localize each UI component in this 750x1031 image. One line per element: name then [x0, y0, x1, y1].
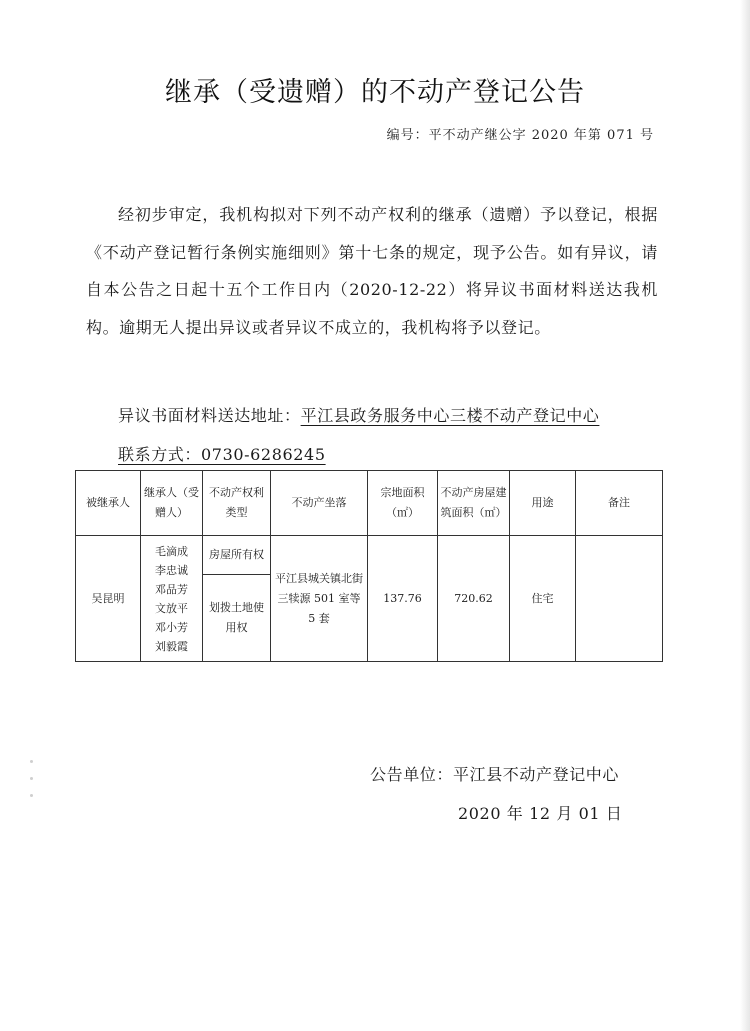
page-title: 继承（受遗赠）的不动产登记公告	[165, 77, 585, 108]
cell-right-type-land: 划拨土地使用权	[203, 575, 271, 662]
heir-name: 文放平	[155, 601, 188, 615]
scan-specks	[30, 760, 33, 811]
announcement-paragraph: 经初步审定，我机构拟对下列不动产权利的继承（遗赠）予以登记，根据《不动产登记暂行条例实施细则》第十七条的规定，现予公告。如有异议，请自本公告之日起十五个工作日内（2020-12-22）将异议书面材料送达我机构。逾期无人提出异议或者异议不成立的，我机构将予以登记。	[86, 205, 658, 337]
cell-usage: 住宅	[510, 536, 576, 662]
header-building-area: 不动产房屋建筑面积（㎡）	[438, 471, 510, 536]
header-heir: 继承人（受赠人）	[141, 471, 203, 536]
contact-label: 联系方式：	[118, 445, 202, 464]
cell-remarks	[576, 536, 663, 662]
objection-address	[118, 403, 599, 426]
cell-right-type-house: 房屋所有权	[203, 536, 271, 575]
registration-table	[75, 470, 663, 662]
table-header-row	[76, 471, 663, 536]
heir-name: 李忠诚	[155, 563, 188, 577]
scan-edge-shadow	[740, 0, 750, 1031]
contact-info	[118, 442, 326, 465]
heir-name: 邓品芳	[155, 582, 188, 596]
heir-name: 刘毅霞	[155, 639, 188, 653]
contact-phone: 0730-6286245	[201, 445, 326, 464]
issue-date: 2020 年 12 月 01 日	[458, 804, 623, 823]
header-usage: 用途	[510, 471, 576, 536]
cell-heirs	[141, 536, 203, 662]
header-remarks: 备注	[576, 471, 663, 536]
address-value: 平江县政务服务中心三楼不动产登记中心	[300, 406, 600, 425]
document-number: 编号：平不动产继公字 2020 年第 071 号	[386, 128, 654, 143]
header-right-type: 不动产权利类型	[203, 471, 271, 536]
issuing-unit: 公告单位：平江县不动产登记中心	[370, 765, 620, 784]
cell-deceased: 吴昆明	[76, 536, 141, 662]
heir-name: 邓小芳	[155, 620, 188, 634]
header-land-area: 宗地面积（㎡）	[368, 471, 438, 536]
cell-building-area: 720.62	[438, 536, 510, 662]
table-row	[76, 536, 663, 575]
header-location: 不动产坐落	[271, 471, 368, 536]
cell-land-area: 137.76	[368, 536, 438, 662]
address-label: 异议书面材料送达地址：	[118, 406, 301, 425]
cell-location: 平江县城关镇北街三犊源 501 室等 5 套	[271, 536, 368, 662]
heir-name: 毛滴成	[155, 544, 188, 558]
header-deceased: 被继承人	[76, 471, 141, 536]
